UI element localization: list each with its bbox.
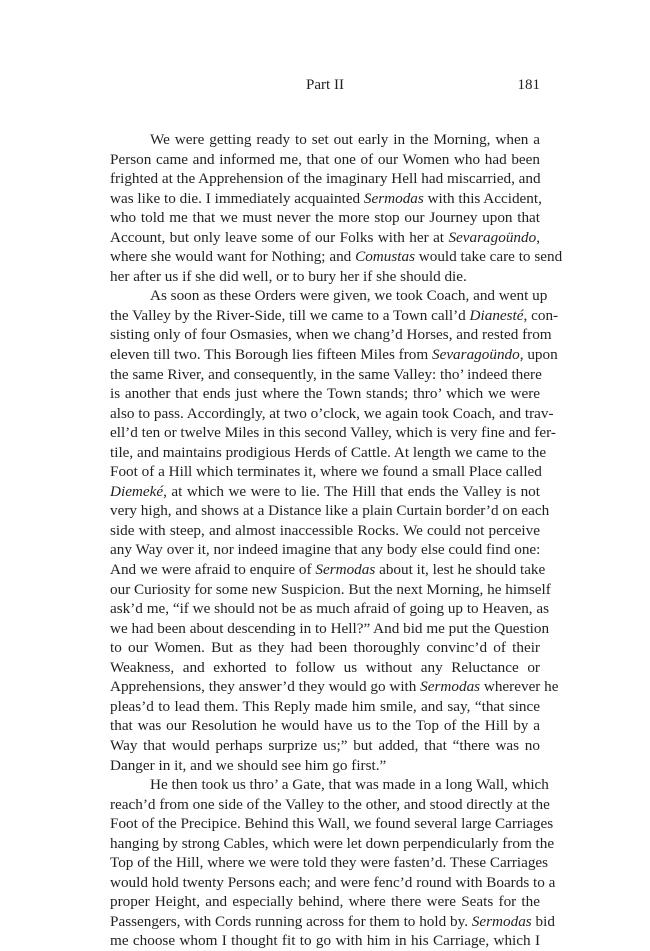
text-line [110,853,549,873]
text-line [110,345,558,365]
text-run: wherever he [480,678,559,696]
text-line [110,384,540,404]
text-run: reach’d from one side of the Valley to the other, and stood directly at the [110,795,550,813]
text-line [110,638,540,658]
text-run: As soon as these Orders were given, we took Coach, and went up [150,287,548,305]
text-line [110,540,540,560]
body-text [110,130,563,951]
text-line [110,736,540,756]
page-number: 181 [517,77,540,93]
text-run: to our Women. But as they had been thoroughly convinc’d of their [110,639,540,657]
text-run: , con- [523,306,559,324]
text-run: He then took us thro’ a Gate, that was made in a long Wall, which [150,776,549,794]
text-line [110,443,547,463]
text-run: Way that would perhaps surprize us;” but added, that “there was no [110,736,540,754]
text-run: that was our Resolution he would have us to the Top of the Hill by a [110,717,540,735]
text-run: Top of the Hill, where we were told they were fasten’d. These Carriages [110,854,549,872]
text-line [110,756,540,776]
text-run: eleven till two. This Borough lies fifteen Miles from [110,346,432,364]
text-run: , [536,228,540,246]
text-run: who told me that we must never the more stop our Journey upon that [110,209,540,227]
text-line [110,247,563,267]
text-run: ell’d ten or twelve Miles in this second Valley, which is very fine and fer- [110,424,556,442]
text-line [110,697,540,717]
text-line [110,873,556,893]
text-line [110,150,540,170]
text-line [110,169,540,189]
text-run: our Curiosity for some new Suspicion. But the next Morning, he himself [110,580,551,598]
text-line [110,404,554,424]
text-run: about it, lest he should take [375,561,546,579]
text-line [110,286,548,306]
text-run: Apprehensions, they answer’d they would go with [110,678,421,696]
text-line [110,189,540,209]
text-run: side with steep, and almost inaccessible Rocks. We could not perceive [110,521,540,539]
running-head [110,77,540,99]
text-line [110,912,555,932]
text-run: pleas’d to lead them. This Reply made him smile, and say, “that since [110,697,540,715]
text-line [110,482,540,502]
text-run: , upon [519,346,558,364]
text-line [110,677,559,697]
text-line [110,599,550,619]
text-run: Account, but only leave some of our Folks with her at [110,228,449,246]
text-run: Passengers, with Cords running across for them to hold by. [110,912,472,930]
text-run: , at which we were to lie. The Hill that ends the Valley is not [163,482,540,500]
italic-name: Sevaragoündo [431,346,520,364]
text-line [110,892,540,912]
italic-name: Diemeké [110,482,164,500]
italic-name: Sevaragoündo [448,228,537,246]
text-run: Danger in it, and we should see him go first.” [110,756,387,774]
text-run: where she would want for Nothing; and [110,248,356,266]
italic-name: Sermodas [315,561,376,579]
italic-name: Dianesté [469,306,524,324]
text-line [110,462,540,482]
text-line [110,501,550,521]
text-line [110,619,550,639]
text-run: bid [531,912,555,930]
text-run: Person came and informed me, that one of our Women who had been [110,150,540,168]
text-line [110,795,550,815]
text-line [110,716,540,736]
text-run: Foot of a Hill which terminates it, where we found a small Place called [110,463,542,481]
text-line [110,130,540,150]
text-run: hanging by strong Cables, which were let down perpendicularly from the [110,834,555,852]
text-line [110,325,552,345]
text-run: was like to die. I immediately acquainted [110,189,364,207]
text-line [110,423,556,443]
text-run: her after us if she did well, or to bury her if she should die. [110,267,467,285]
text-run: also to pass. Accordingly, at two o’clock, we again took Coach, and trav- [110,404,554,422]
text-run: We were getting ready to set out early in the Morning, when a [150,131,540,148]
text-line [110,208,540,228]
text-line [110,228,540,248]
running-head-part: Part II [306,77,344,93]
text-line [110,658,540,678]
text-run: sisting only of four Osmasies, when we chang’d Horses, and rested from [110,326,552,344]
text-line [110,580,551,600]
text-run: any Way over it, nor indeed imagine that any body else could find one: [110,541,541,559]
text-line [110,365,540,385]
text-run: me choose whom I thought fit to go with him in his Carriage, which I [110,932,540,950]
text-run: frighted at the Apprehension of the imaginary Hell had miscarried, and [110,170,541,188]
text-line [110,834,555,854]
text-run: proper Height, and especially behind, where there were Seats for the [110,893,540,911]
italic-name: Sermodas [363,189,424,207]
text-run: Foot of the Precipice. Behind this Wall, we found several large Carriages [110,815,554,833]
text-run: And we were afraid to enquire of [110,561,316,579]
text-run: very high, and shows at a Distance like a plain Curtain border’d on each [110,502,550,520]
text-run: the Valley by the River-Side, till we came to a Town call’d [110,306,470,324]
italic-name: Sermodas [471,912,532,930]
text-run: with this Accident, [423,189,542,207]
italic-name: Sermodas [420,678,481,696]
text-line [110,306,559,326]
text-run: ask’d me, “if we should not be as much afraid of going up to Heaven, as [110,600,550,618]
text-line [110,931,540,951]
text-line [110,775,549,795]
text-run: tile, and maintains prodigious Herds of Cattle. At length we came to the [110,443,547,461]
text-run: is another that ends just where the Town stands; thro’ which we were [110,385,540,403]
text-line [110,560,546,580]
text-run: the same River, and consequently, in the same Valley: tho’ indeed there [110,365,542,383]
text-run: Weakness, and exhorted to follow us without any Reluctance or [110,658,540,676]
italic-name: Comustas [355,248,415,266]
text-line [110,814,554,834]
text-line [110,267,540,287]
text-run: would take care to send [414,248,563,266]
text-run: we had been about descending in to Hell?” And bid me put the Question [110,619,550,637]
text-line [110,521,540,541]
text-run: would hold twenty Persons each; and were fenc’d round with Boards to a [110,873,556,891]
